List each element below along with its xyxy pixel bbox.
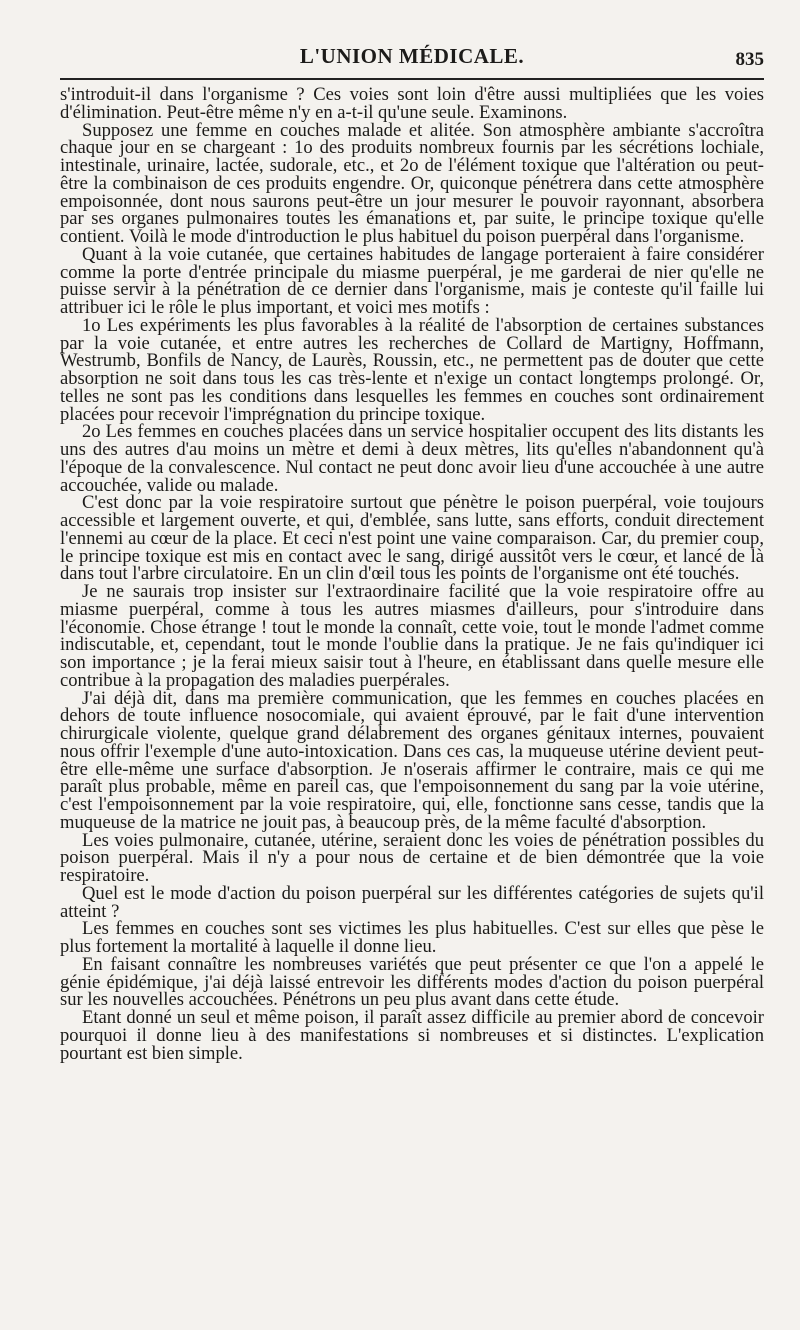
paragraph: s'introduit-il dans l'organisme ? Ces voies sont loin d'être aussi multipliées que les voies d'élimination. Peut-être même n'y en a-t-il qu'une seule. Examinons. xyxy=(60,84,764,123)
paragraph: Les femmes en couches sont ses victimes les plus habituelles. C'est sur elles que pèse le plus fortement la mortalité à laquelle il donne lieu. xyxy=(60,918,764,957)
paragraph: Supposez une femme en couches malade et alitée. Son atmosphère ambiante s'accroîtra chaque jour en se chargeant : 1o des produits nombreux fournis par les sécrétions lochiale, intestinale, urinaire, lactée, sudorale, etc., et 2o de l'élément toxique que l'altération ou peut-être la combinaison de ces produits engendre. Or, quiconque pénétrera dans cette atmosphère empoisonnée, dont nous saurons peut-être un jour mesurer le pouvoir rayonnant, absorbera par ses organes pulmonaires toutes les émanations et, par suite, le principe toxique qu'elle contient. Voilà le mode d'introduction le plus habituel du poison puerpéral dans l'organisme. xyxy=(60,119,764,247)
paragraph: En faisant connaître les nombreuses variétés que peut présenter ce que l'on a appelé le génie épidémique, j'ai déjà laissé entrevoir les différents modes d'action du poison puerpéral sur les nouvelles accouchées. Pénétrons un peu plus avant dans cette étude. xyxy=(60,953,764,1011)
journal-title: L'UNION MÉDICALE. xyxy=(299,44,525,68)
paragraph: Quant à la voie cutanée, que certaines habitudes de langage porteraient à faire considérer comme la porte d'entrée principale du miasme puerpéral, je me garderai de nier qu'elle ne puisse servir à la pénétration de ce dernier dans l'organisme, mais je conteste qu'il faille lui attribuer ici le rôle le plus important, et voici mes motifs : xyxy=(60,243,764,318)
paragraph: Quel est le mode d'action du poison puerpéral sur les différentes catégories de sujets qu'il atteint ? xyxy=(60,882,764,922)
paragraph: 1o Les expériments les plus favorables à la réalité de l'absorption de certaines substances par la voie cutanée, et entre autres les recherches de Collard de Martigny, Hoffmann, Westrumb, Bonfils de Nancy, de Laurès, Roussin, etc., ne permettent pas de douter que cette absorption ne soit dans tous les cas très-lente et n'exige un contact longtemps prolongé. Or, telles ne sont pas les conditions dans lesquelles les femmes en couches sont ordinairement placées pour recevoir l'imprégnation du principe toxique. xyxy=(60,314,764,425)
paragraph: C'est donc par la voie respiratoire surtout que pénètre le poison puerpéral, voie toujours accessible et largement ouverte, et qui, d'emblée, sans lutte, sans efforts, conduit directement l'ennemi au cœur de la place. Et ceci n'est point une vaine comparaison. Car, du premier coup, le principe toxique est mis en contact avec le sang, dirigé aussitôt vers le cœur, et lancé de là dans tout l'arbre circulatoire. En un clin d'œil tous les points de l'organisme ont été touchés. xyxy=(60,492,764,585)
header-rule xyxy=(60,78,764,80)
page-number: 835 xyxy=(735,49,764,70)
running-header xyxy=(60,40,764,76)
paragraph: 2o Les femmes en couches placées dans un service hospitalier occupent des lits distants les uns des autres d'au moins un mètre et demi à deux mètres, lits qu'elles n'abandonnent qu'à l'époque de la convalescence. Nul contact ne peut donc avoir lieu d'une accouchée à une autre accouchée, valide ou malade. xyxy=(60,421,764,496)
paragraph: Les voies pulmonaire, cutanée, utérine, seraient donc les voies de pénétration possibles du poison puerpéral. Mais il n'y a pour nous de certaine et de bien démontrée que la voie respiratoire. xyxy=(60,829,764,886)
paragraph: J'ai déjà dit, dans ma première communication, que les femmes en couches placées en dehors de toute influence nosocomiale, qui avaient éprouvé, par le fait d'une intervention chirurgicale violente, quelque grand délabrement des organes génitaux internes, pouvaient nous offrir l'exemple d'une auto-intoxication. Dans ces cas, la muqueuse utérine devient peut-être elle-même une surface d'absorption. Je n'oserais affirmer le contraire, mais ce qui me paraît plus probable, même en pareil cas, que l'empoisonnement du sang par la voie utérine, c'est l'empoisonnement par la voie respiratoire, qui, elle, fonctionne sans cesse, tandis que la muqueuse de la matrice ne jouit pas, à beaucoup près, de la même faculté d'absorption. xyxy=(60,687,764,833)
paragraph: Etant donné un seul et même poison, il paraît assez difficile au premier abord de concevoir pourquoi il donne lieu à des manifestations si nombreuses et si distinctes. L'explication pourtant est bien simple. xyxy=(60,1007,764,1064)
paragraph: Je ne saurais trop insister sur l'extraordinaire facilité que la voie respiratoire offre au miasme puerpéral, comme à tous les autres miasmes d'ailleurs, pour s'introduire dans l'économie. Chose étrange ! tout le monde la connaît, cette voie, tout le monde l'admet comme indiscutable, et, cependant, tout le monde l'oublie dans la pratique. Je ne fais qu'indiquer ici son importance ; je la ferai mieux saisir tout à l'heure, en établissant dans quelle mesure elle contribue à la propagation des maladies puerpérales. xyxy=(60,581,764,691)
article-body xyxy=(60,86,764,1062)
